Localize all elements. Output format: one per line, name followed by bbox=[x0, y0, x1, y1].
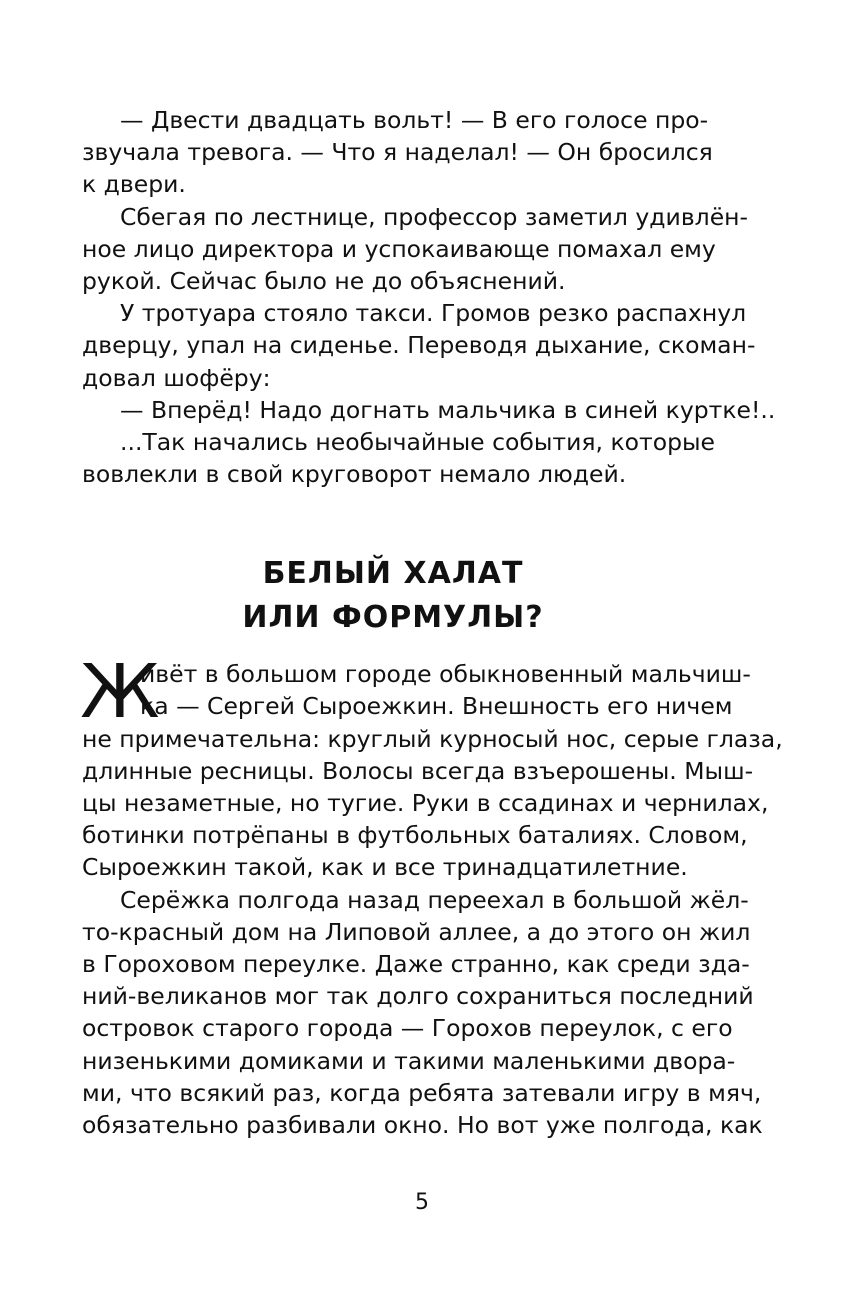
chapter-first-paragraph bbox=[80, 649, 783, 883]
text-line: ми, что всякий раз, когда ребята затевали игру в мяч, bbox=[82, 1078, 762, 1107]
text-line: ний-великанов мог так долго сохраниться последний bbox=[82, 982, 754, 1011]
text-line: низенькими домиками и такими маленькими двора- bbox=[82, 1046, 736, 1075]
text-line: вовлекли в свой круговорот немало людей. bbox=[82, 460, 627, 489]
chapter-title-line-1: БЕЛЫЙ ХАЛАТ bbox=[262, 556, 524, 592]
chapter-second-paragraph bbox=[82, 884, 763, 1142]
text-line: Сбегая по лестнице, профессор заметил удивлён- bbox=[120, 202, 748, 231]
text-line: рукой. Сейчас было не до объяснений. bbox=[82, 266, 566, 295]
drop-cap: Ж bbox=[80, 649, 160, 736]
text-line: дверцу, упал на сиденье. Переводя дыхание, скоман- bbox=[82, 331, 756, 360]
paragraph bbox=[82, 426, 716, 490]
text-line: цы незаметные, но тугие. Руки в ссадинах и чернилах, bbox=[82, 789, 769, 817]
text-line: — Двести двадцать вольт! — В его голосе про- bbox=[120, 106, 709, 134]
text-line: довал шофёру: bbox=[82, 363, 271, 392]
paragraph bbox=[82, 297, 756, 394]
chapter-title-line-2: ИЛИ ФОРМУЛЫ? bbox=[242, 600, 544, 636]
paragraph bbox=[82, 394, 776, 426]
text-line: Серёжка полгода назад переехал в большой жёл- bbox=[120, 885, 749, 914]
text-line: ...Так начались необычайные события, которые bbox=[120, 427, 716, 456]
text-line: длинные ресницы. Волосы всегда взъерошены. Мыш- bbox=[82, 756, 754, 785]
page-body bbox=[80, 104, 783, 1141]
text-line: У тротуара стояло такси. Громов резко распахнул bbox=[120, 299, 747, 328]
text-line: ное лицо директора и успокаивающе помахал ему bbox=[82, 234, 716, 263]
text-line: — Вперёд! Надо догнать мальчика в синей куртке!.. bbox=[120, 395, 776, 424]
page-number: 5 bbox=[415, 1190, 429, 1215]
text-line: то-красный дом на Липовой аллее, а до этого он жил bbox=[82, 917, 751, 946]
text-line: островок старого города — Горохов переулок, с его bbox=[82, 1014, 733, 1043]
paragraph bbox=[82, 104, 713, 201]
paragraph bbox=[82, 201, 748, 298]
text-line: не примечательна: круглый курносый нос, серые глаза, bbox=[82, 724, 783, 753]
chapter-opening bbox=[80, 649, 783, 1141]
intro-text bbox=[82, 104, 776, 490]
text-line: ивёт в большом городе обыкновенный мальчиш- bbox=[140, 660, 751, 689]
text-line: к двери. bbox=[82, 170, 186, 199]
text-line: в Гороховом переулке. Даже странно, как среди зда- bbox=[82, 949, 750, 978]
text-line: звучала тревога. — Что я наделал! — Он бросился bbox=[82, 138, 713, 167]
text-line: ботинки потрёпаны в футбольных баталиях. Словом, bbox=[82, 821, 748, 850]
chapter-title bbox=[82, 552, 704, 640]
text-line: ка — Сергей Сыроежкин. Внешность его ничем bbox=[140, 692, 733, 721]
text-line: обязательно разбивали окно. Но вот уже полгода, как bbox=[82, 1110, 763, 1139]
text-line: Сыроежкин такой, как и все тринадцатилетние. bbox=[82, 853, 688, 882]
